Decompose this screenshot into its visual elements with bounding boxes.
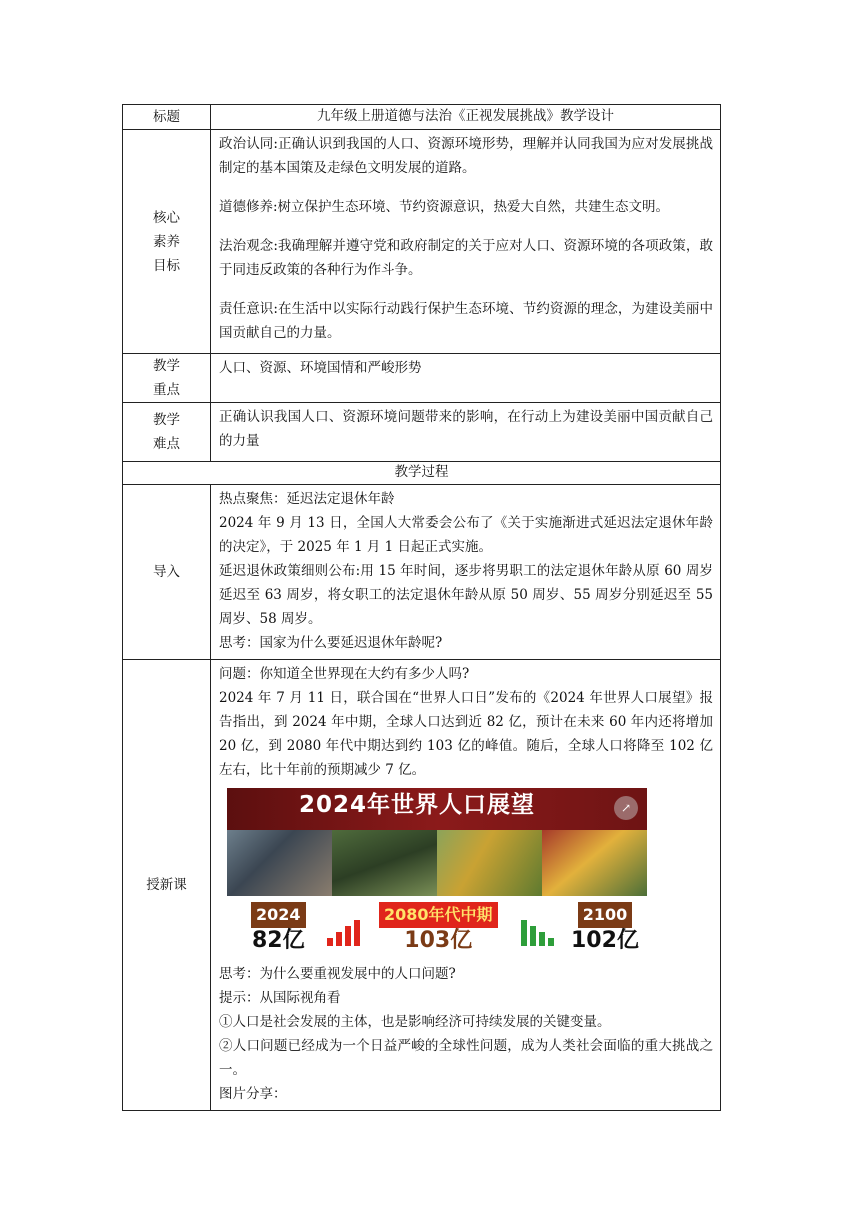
lesson-line: 2024 年 7 月 11 日，联合国在“世界人口日”发布的《2024 年世界人口展望》报告指出，到 2024 年中期，全球人口达到近 82 亿，预计在未来 60 年内还将增加 20 亿，到 2080 年代中期达到约 103 亿的峰值。随后，全球人口将降至 102 亿左右，比十年前的预期减少 7 亿。 bbox=[219, 690, 713, 778]
stat-value: 82亿 bbox=[251, 928, 305, 953]
photo-panel bbox=[437, 830, 542, 896]
photo-panel bbox=[227, 830, 332, 896]
new-lesson-label: 授新课 bbox=[123, 660, 211, 1111]
rising-bars-icon bbox=[325, 916, 363, 946]
process-heading: 教学过程 bbox=[123, 462, 721, 485]
image-title: 2024年世界人口展望 bbox=[298, 792, 535, 818]
photo-panel bbox=[542, 830, 647, 896]
label-line: 教学 bbox=[153, 412, 180, 428]
goal-political: 政治认同:正确认识到我国的人口、资源环境形势，理解并认同我国为应对发展挑战制定的基本国策及走绿色文明发展的道路。 bbox=[219, 136, 713, 176]
intro-line: 延迟退休政策细则公布:用 15 年时间，逐步将男职工的法定退休年龄从原 60 周岁延迟至 63 周岁，将女职工的法定退休年龄从原 50 周岁、55 周岁分别延迟至 55 周岁、58 周岁。 bbox=[219, 563, 713, 627]
stat-value: 103亿 bbox=[404, 928, 473, 953]
difficulties-row bbox=[123, 403, 721, 462]
key-points-label bbox=[123, 354, 211, 403]
key-points-row bbox=[123, 354, 721, 403]
label-line: 核心 bbox=[153, 209, 180, 226]
new-lesson-content bbox=[211, 660, 721, 1111]
label-line: 教学 bbox=[153, 358, 180, 374]
difficulties-text: 正确认识我国人口、资源环境问题带来的影响，在行动上为建设美丽中国贡献自己的力量 bbox=[211, 403, 721, 462]
label-line: 难点 bbox=[153, 436, 180, 452]
intro-line: 思考：国家为什么要延迟退休年龄呢? bbox=[219, 635, 443, 651]
label-line: 目标 bbox=[153, 257, 180, 274]
stat-2100 bbox=[571, 902, 639, 954]
title-label: 标题 bbox=[123, 105, 211, 130]
title-row bbox=[123, 105, 721, 130]
population-outlook-image bbox=[227, 788, 647, 958]
stat-period: 2080年代中期 bbox=[379, 902, 498, 928]
lesson-line: 思考：为什么要重视发展中的人口问题? bbox=[219, 966, 456, 982]
core-goals-label bbox=[123, 130, 211, 354]
lesson-line: 提示：从国际视角看 bbox=[219, 990, 341, 1006]
lesson-line: ②人口问题已经成为一个日益严峻的全球性问题，成为人类社会面临的重大挑战之一。 bbox=[219, 1038, 713, 1078]
goal-responsibility: 责任意识:在生活中以实际行动践行保护生态环境、节约资源的理念，为建设美丽中国贡献自己的力量。 bbox=[219, 301, 713, 341]
stat-period: 2024 bbox=[251, 902, 306, 928]
lesson-line: ①人口是社会发展的主体，也是影响经济可持续发展的关键变量。 bbox=[219, 1014, 611, 1030]
core-goals-row bbox=[123, 130, 721, 354]
core-goals-content bbox=[211, 130, 721, 354]
intro-line: 热点聚焦：延迟法定退休年龄 bbox=[219, 491, 395, 507]
key-points-text: 人口、资源、环境国情和严峻形势 bbox=[211, 354, 721, 403]
photo-panel bbox=[332, 830, 437, 896]
goal-law: 法治观念:我确理解并遵守党和政府制定的关于应对人口、资源环境的各项政策，敢于同违反政策的各种行为作斗争。 bbox=[219, 238, 713, 278]
page-title: 九年级上册道德与法治《正视发展挑战》教学设计 bbox=[211, 105, 721, 130]
stat-value: 102亿 bbox=[571, 928, 639, 953]
crowd-photo-strip bbox=[227, 830, 647, 896]
new-lesson-row bbox=[123, 660, 721, 1111]
difficulties-label bbox=[123, 403, 211, 462]
process-heading-row bbox=[123, 462, 721, 485]
falling-bars-icon bbox=[519, 916, 557, 946]
stat-2024 bbox=[251, 902, 306, 954]
share-icon[interactable]: ↗ bbox=[614, 796, 638, 820]
stat-2080s bbox=[379, 902, 498, 954]
population-stats bbox=[227, 896, 647, 958]
label-line: 重点 bbox=[153, 382, 180, 398]
intro-line: 2024 年 9 月 13 日，全国人大常委会公布了《关于实施渐进式延迟法定退休年龄的决定》，于 2025 年 1 月 1 日起正式实施。 bbox=[219, 515, 713, 555]
lesson-line: 问题：你知道全世界现在大约有多少人吗? bbox=[219, 666, 470, 682]
lesson-plan-table bbox=[122, 104, 721, 1111]
image-banner bbox=[227, 788, 647, 830]
label-line: 素养 bbox=[153, 233, 180, 250]
goal-moral: 道德修养:树立保护生态环境、节约资源意识，热爱大自然，共建生态文明。 bbox=[219, 199, 670, 215]
intro-row bbox=[123, 485, 721, 660]
intro-content bbox=[211, 485, 721, 660]
lesson-line: 图片分享： bbox=[219, 1086, 287, 1102]
stat-period: 2100 bbox=[578, 902, 633, 928]
intro-label: 导入 bbox=[123, 485, 211, 660]
